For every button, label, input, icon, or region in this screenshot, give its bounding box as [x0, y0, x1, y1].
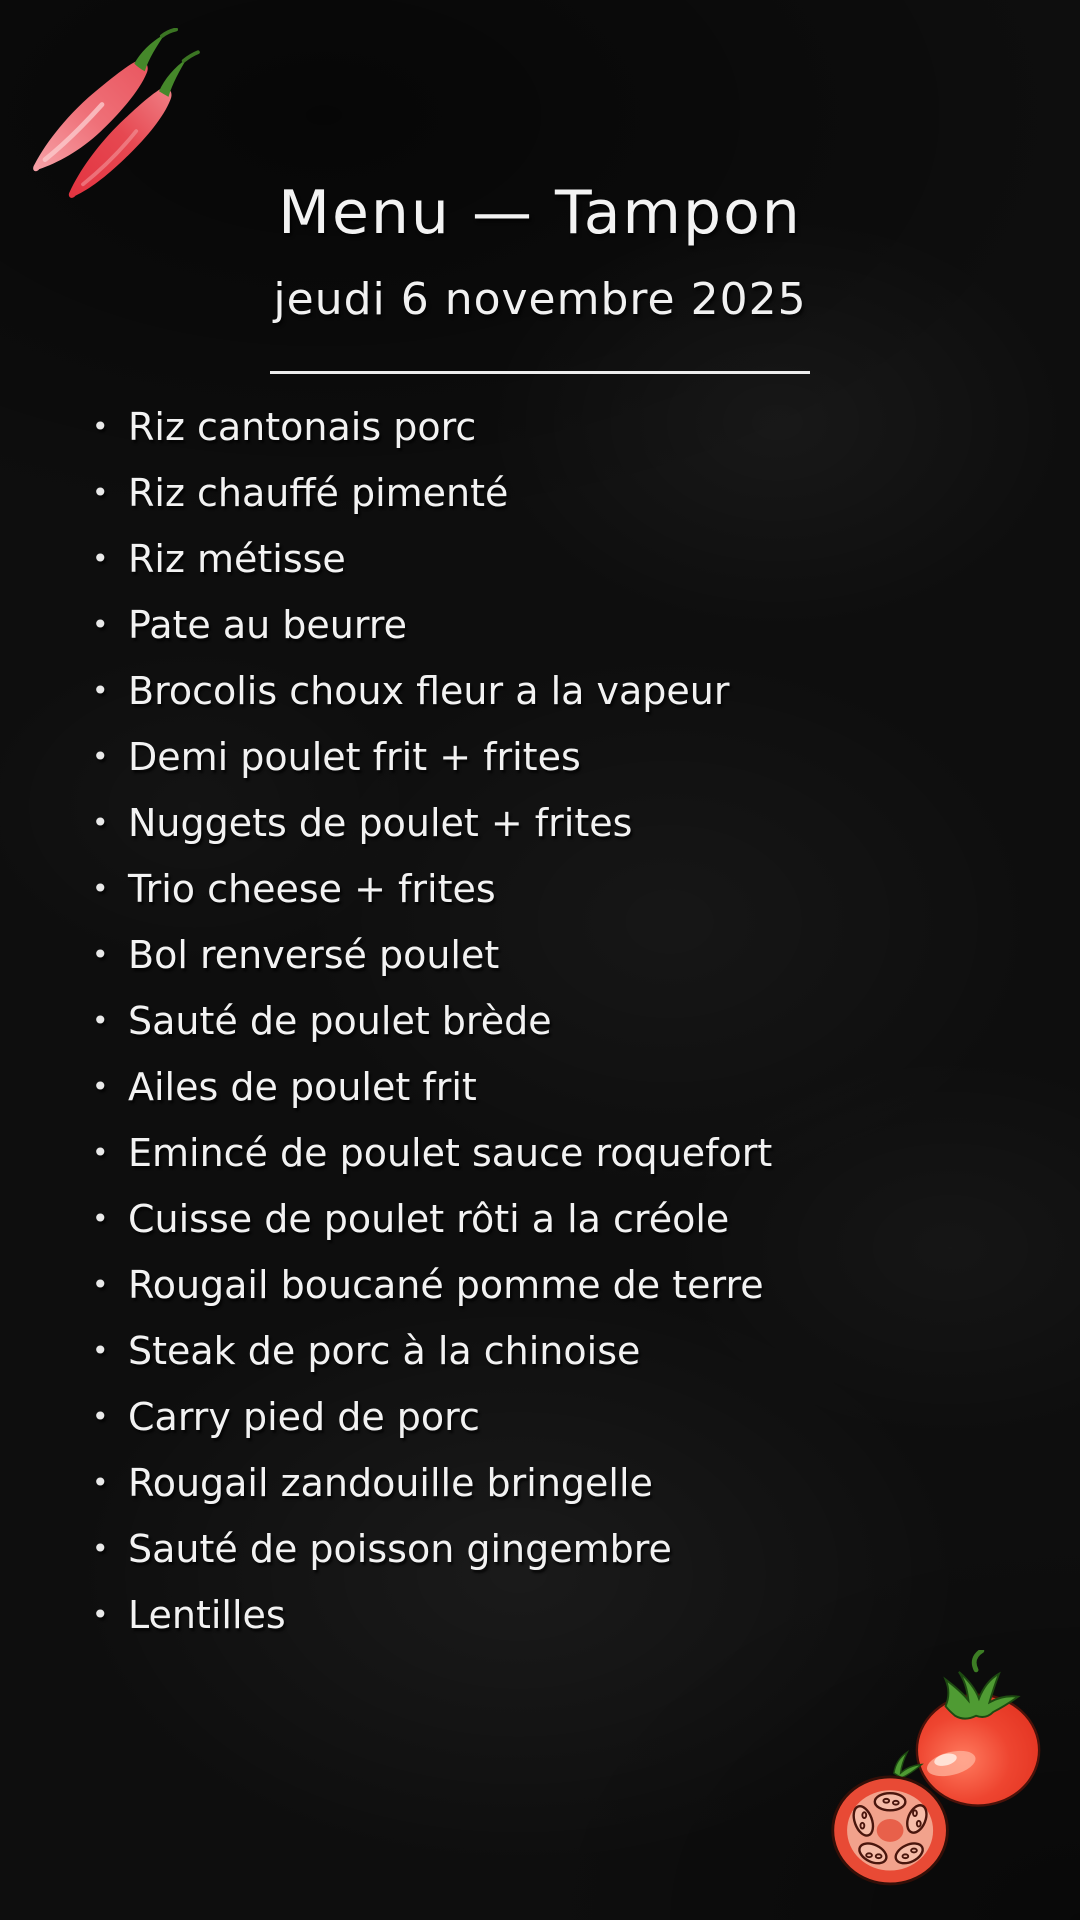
menu-date: jeudi 6 novembre 2025	[273, 274, 807, 325]
menu-item: • Emincé de poulet sauce roquefort	[92, 1120, 1080, 1186]
tomato-whole	[917, 1651, 1039, 1806]
chili-peppers-icon	[26, 28, 216, 200]
menu-item: • Nuggets de poulet + frites	[92, 790, 1080, 856]
menu-item: • Demi poulet frit + frites	[92, 724, 1080, 790]
menu-item: • Rougail boucané pomme de terre	[92, 1252, 1080, 1318]
menu-item: • Riz métisse	[92, 526, 1080, 592]
tomatoes-icon	[806, 1650, 1064, 1900]
menu-item: • Ailes de poulet frit	[92, 1054, 1080, 1120]
menu-item: • Cuisse de poulet rôti a la créole	[92, 1186, 1080, 1252]
menu-item: • Carry pied de porc	[92, 1384, 1080, 1450]
page-title: Menu — Tampon	[278, 178, 802, 248]
menu-item: • Rougail zandouille bringelle	[92, 1450, 1080, 1516]
menu-item: • Sauté de poulet brède	[92, 988, 1080, 1054]
menu-item: • Bol renversé poulet	[92, 922, 1080, 988]
menu-item: • Trio cheese + frites	[92, 856, 1080, 922]
menu-item: • Lentilles	[92, 1582, 1080, 1648]
menu-item: • Sauté de poisson gingembre	[92, 1516, 1080, 1582]
menu-item: • Brocolis choux fleur a la vapeur	[92, 658, 1080, 724]
menu-item: • Pate au beurre	[92, 592, 1080, 658]
menu-item: • Riz cantonais porc	[92, 394, 1080, 460]
menu-item: • Steak de porc à la chinoise	[92, 1318, 1080, 1384]
menu-list	[92, 394, 1080, 1648]
divider-line	[270, 371, 810, 374]
menu-item: • Riz chauffé pimenté	[92, 460, 1080, 526]
